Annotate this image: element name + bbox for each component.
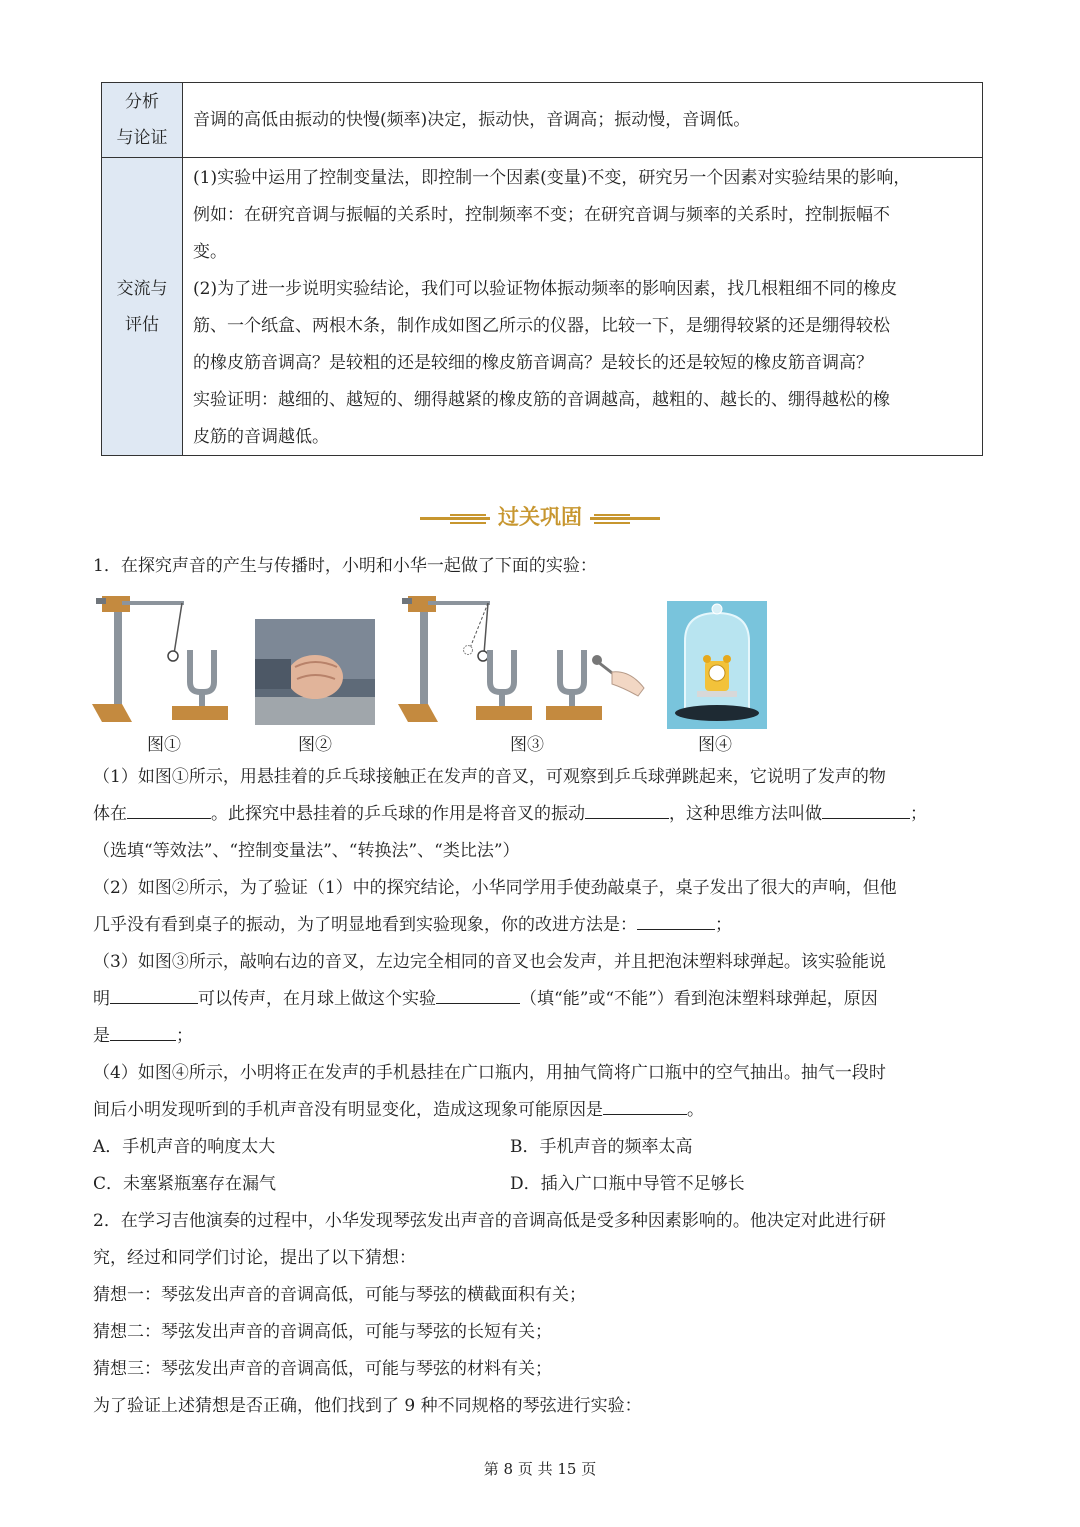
answer-blank[interactable]: [603, 1096, 687, 1115]
figure-caption-2: 图②: [298, 735, 332, 755]
summary-table: [101, 82, 983, 456]
q2-guess3: 猜想三：琴弦发出声音的音调高低，可能与琴弦的材料有关；: [93, 1359, 552, 1379]
q1-part4-line2: 间后小明发现听到的手机声音没有明显变化，造成这现象可能原因是 。: [93, 1092, 983, 1129]
q1-part1-line3: （选填“等效法”、“控制变量法”、“转换法”、“类比法”）: [93, 841, 520, 861]
q1-part1-line2: 体在 。此探究中悬挂着的乒乓球的作用是将音叉的振动 ，这种思维方法叫做 ；: [93, 796, 983, 833]
two-tuning-forks-icon: [398, 592, 648, 726]
q1-part2-line1: （2）如图②所示，为了验证（1）中的探究结论，小华同学用手使劲敲桌子，桌子发出了很大的声响，但他: [93, 878, 897, 898]
q1-part4-line1: （4）如图④所示，小明将正在发声的手机悬挂在广口瓶内，用抽气筒将广口瓶中的空气抽出。抽气一段时: [93, 1063, 886, 1083]
answer-blank[interactable]: [110, 985, 198, 1004]
q1-part2-line2: 几乎没有看到桌子的振动，为了明显地看到实验现象，你的改进方法是： ；: [93, 907, 983, 944]
row-label-analysis: 分析 与论证: [102, 83, 183, 157]
option-c[interactable]: C．未塞紧瓶塞存在漏气: [93, 1174, 277, 1194]
q1-intro: 1．在探究声音的产生与传播时，小明和小华一起做了下面的实验：: [93, 556, 597, 576]
tuning-fork-pendulum-icon: [92, 592, 232, 726]
figure-caption-1: 图①: [147, 735, 181, 755]
row-label-evaluation: 交流与 评估: [102, 158, 183, 455]
figure-caption-4: 图④: [698, 735, 732, 755]
q2-line1: 2．在学习吉他演奏的过程中，小华发现琴弦发出声音的音调高低是受多种因素影响的。他决定对此进行研: [93, 1211, 886, 1231]
table-row-analysis: [102, 83, 982, 157]
q1-part3-line1: （3）如图③所示，敲响右边的音叉，左边完全相同的音叉也会发声，并且把泡沫塑料球弹起。该实验能说: [93, 952, 886, 972]
bell-jar-alarm-clock-icon: [667, 601, 767, 729]
section-heading-title: 过关巩固: [498, 505, 582, 529]
answer-blank[interactable]: [822, 800, 910, 819]
option-a[interactable]: A．手机声音的响度太大: [93, 1137, 276, 1157]
section-heading: [420, 500, 660, 534]
row-text-evaluation: (1)实验中运用了控制变量法，即控制一个因素(变量)不变，研究另一个因素对实验结果的影响， 例如：在研究音调与振幅的关系时，控制频率不变；在研究音调与频率的关系时，控制振幅不 变。 (2)为了进一步说明实验结论，我们可以验证物体振动频率的影响因素，找几根粗细不同的橡皮 筋、一个纸盒、两根木条，制作成如图乙所示的仪器，比较一下，是绷得较紧的还是绷得较松 的橡皮筋音调高？是较粗的还是较细的橡皮筋音调高？是较长的还是较短的橡皮筋音调高？ 实验证明：越细的、越短的、绷得越紧的橡皮筋的音调越高，越粗的、越长的、绷得越松的橡 皮筋的音调越低。: [193, 168, 911, 447]
answer-blank[interactable]: [585, 800, 669, 819]
q2-line3: 为了验证上述猜想是否正确，他们找到了 9 种不同规格的琴弦进行实验：: [93, 1396, 642, 1416]
fist-knocking-table-icon: [255, 619, 375, 725]
heading-right-lines: [590, 514, 660, 524]
q2-line2: 究，经过和同学们讨论，提出了以下猜想：: [93, 1248, 416, 1268]
option-b[interactable]: B．手机声音的频率太高: [510, 1137, 693, 1157]
figure-caption-3: 图③: [510, 735, 544, 755]
answer-blank[interactable]: [436, 985, 520, 1004]
answer-blank[interactable]: [127, 800, 211, 819]
option-d[interactable]: D．插入广口瓶中导管不足够长: [510, 1174, 745, 1194]
answer-blank[interactable]: [110, 1022, 176, 1041]
table-row-evaluation: [102, 157, 982, 455]
q2-guess2: 猜想二：琴弦发出声音的音调高低，可能与琴弦的长短有关；: [93, 1322, 552, 1342]
q1-part3-line2: 明 可以传声，在月球上做这个实验 （填“能”或“不能”）看到泡沫塑料球弹起，原因: [93, 981, 983, 1018]
row-text-analysis: 音调的高低由振动的快慢(频率)决定，振动快，音调高；振动慢，音调低。: [193, 109, 751, 130]
answer-blank[interactable]: [637, 911, 715, 930]
q1-part3-line3: 是 ；: [93, 1018, 983, 1055]
q1-part1-line1: （1）如图①所示，用悬挂着的乒乓球接触正在发声的音叉，可观察到乒乓球弹跳起来，它说明了发声的物: [93, 767, 886, 787]
q2-guess1: 猜想一：琴弦发出声音的音调高低，可能与琴弦的横截面积有关；: [93, 1285, 586, 1305]
page-footer: 第 8 页 共 15 页: [483, 1460, 597, 1478]
heading-left-lines: [420, 514, 490, 524]
